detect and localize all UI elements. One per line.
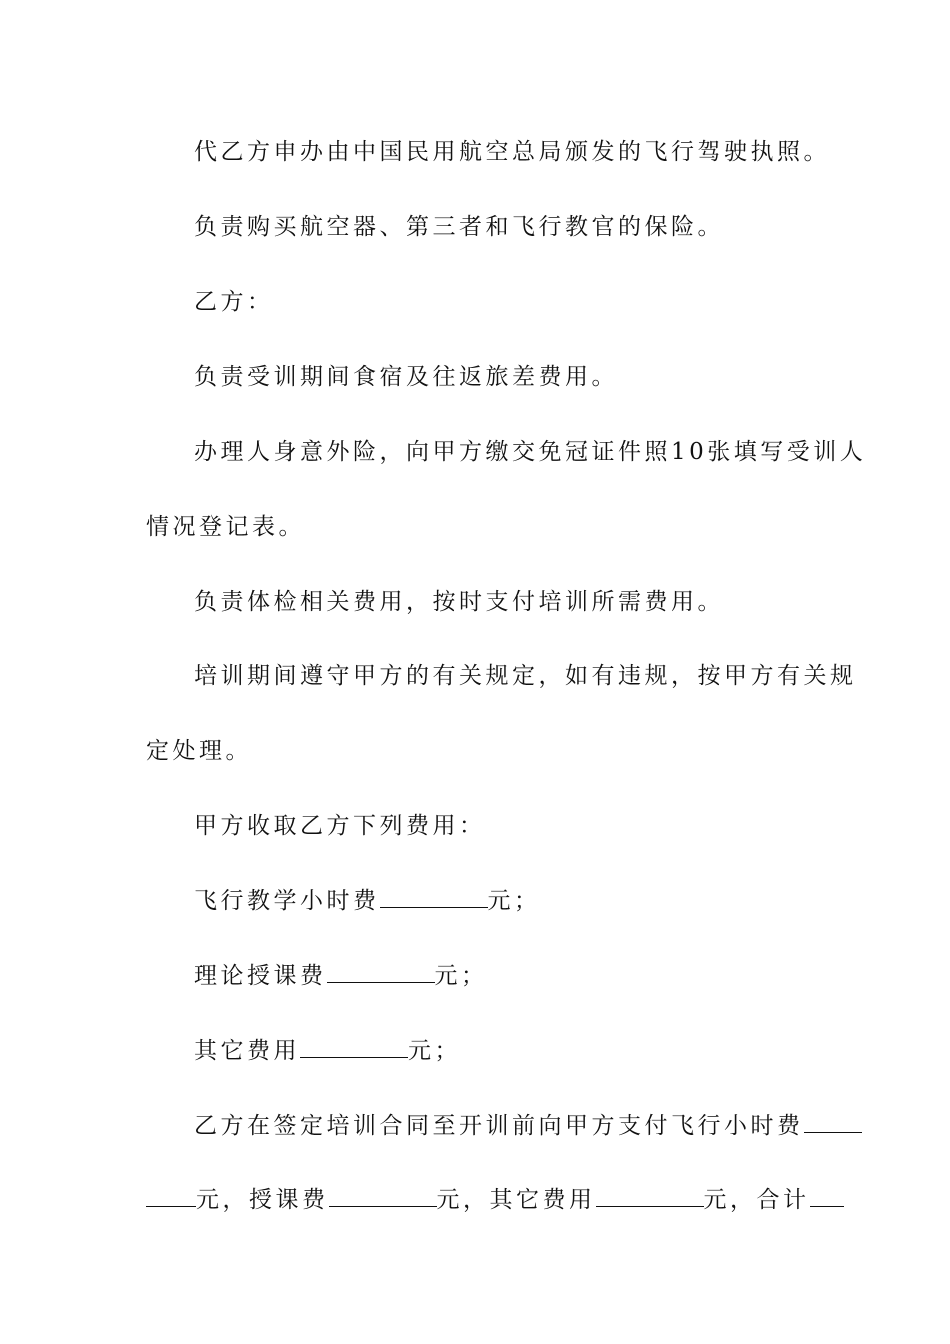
paragraph-line-8: 培训期间遵守甲方的有关规定，如有违规，按甲方有关规 — [194, 663, 857, 689]
flight-fee-unit: 元； — [487, 888, 541, 914]
payment-line-2 — [146, 1184, 816, 1214]
payment-blank-1a — [804, 1110, 862, 1133]
payment-text-1: 乙方在签定培训合同至开训前向甲方支付飞行小时费 — [194, 1113, 804, 1139]
paragraph-line-1: 代乙方申办由中国民用航空总局颁发的飞行驾驶执照。 — [194, 139, 830, 165]
paragraph-line-6: 情况登记表。 — [146, 514, 305, 540]
theory-fee-unit: 元； — [434, 963, 488, 989]
flight-fee-line — [194, 885, 814, 915]
payment-text-4: 元，合计 — [703, 1187, 810, 1213]
paragraph-line-5: 办理人身意外险，向甲方缴交免冠证件照10张填写受训人 — [194, 439, 867, 465]
other-fee-label: 其它费用 — [194, 1038, 300, 1064]
theory-fee-line — [194, 960, 814, 990]
payment-blank-2 — [329, 1184, 437, 1207]
flight-fee-label: 飞行教学小时费 — [194, 888, 380, 914]
flight-fee-blank — [380, 885, 488, 908]
theory-fee-label: 理论授课费 — [194, 963, 327, 989]
paragraph-line-2: 负责购买航空器、第三者和飞行教官的保险。 — [194, 214, 724, 240]
party-b-heading: 乙方： — [194, 289, 274, 315]
other-fee-blank — [300, 1035, 408, 1058]
paragraph-line-4: 负责受训期间食宿及往返旅差费用。 — [194, 364, 618, 390]
payment-blank-1b — [146, 1184, 196, 1207]
other-fee-line — [194, 1035, 814, 1065]
other-fee-unit: 元； — [408, 1038, 461, 1064]
paragraph-line-7: 负责体检相关费用，按时支付培训所需费用。 — [194, 589, 724, 615]
payment-line-1 — [194, 1110, 814, 1140]
fees-heading: 甲方收取乙方下列费用： — [194, 813, 486, 839]
payment-text-3: 元，其它费用 — [436, 1187, 596, 1213]
payment-text-2: 元，授课费 — [196, 1187, 329, 1213]
payment-blank-4 — [810, 1184, 844, 1207]
theory-fee-blank — [327, 960, 435, 983]
paragraph-line-9: 定处理。 — [146, 738, 252, 764]
payment-blank-3 — [596, 1184, 704, 1207]
